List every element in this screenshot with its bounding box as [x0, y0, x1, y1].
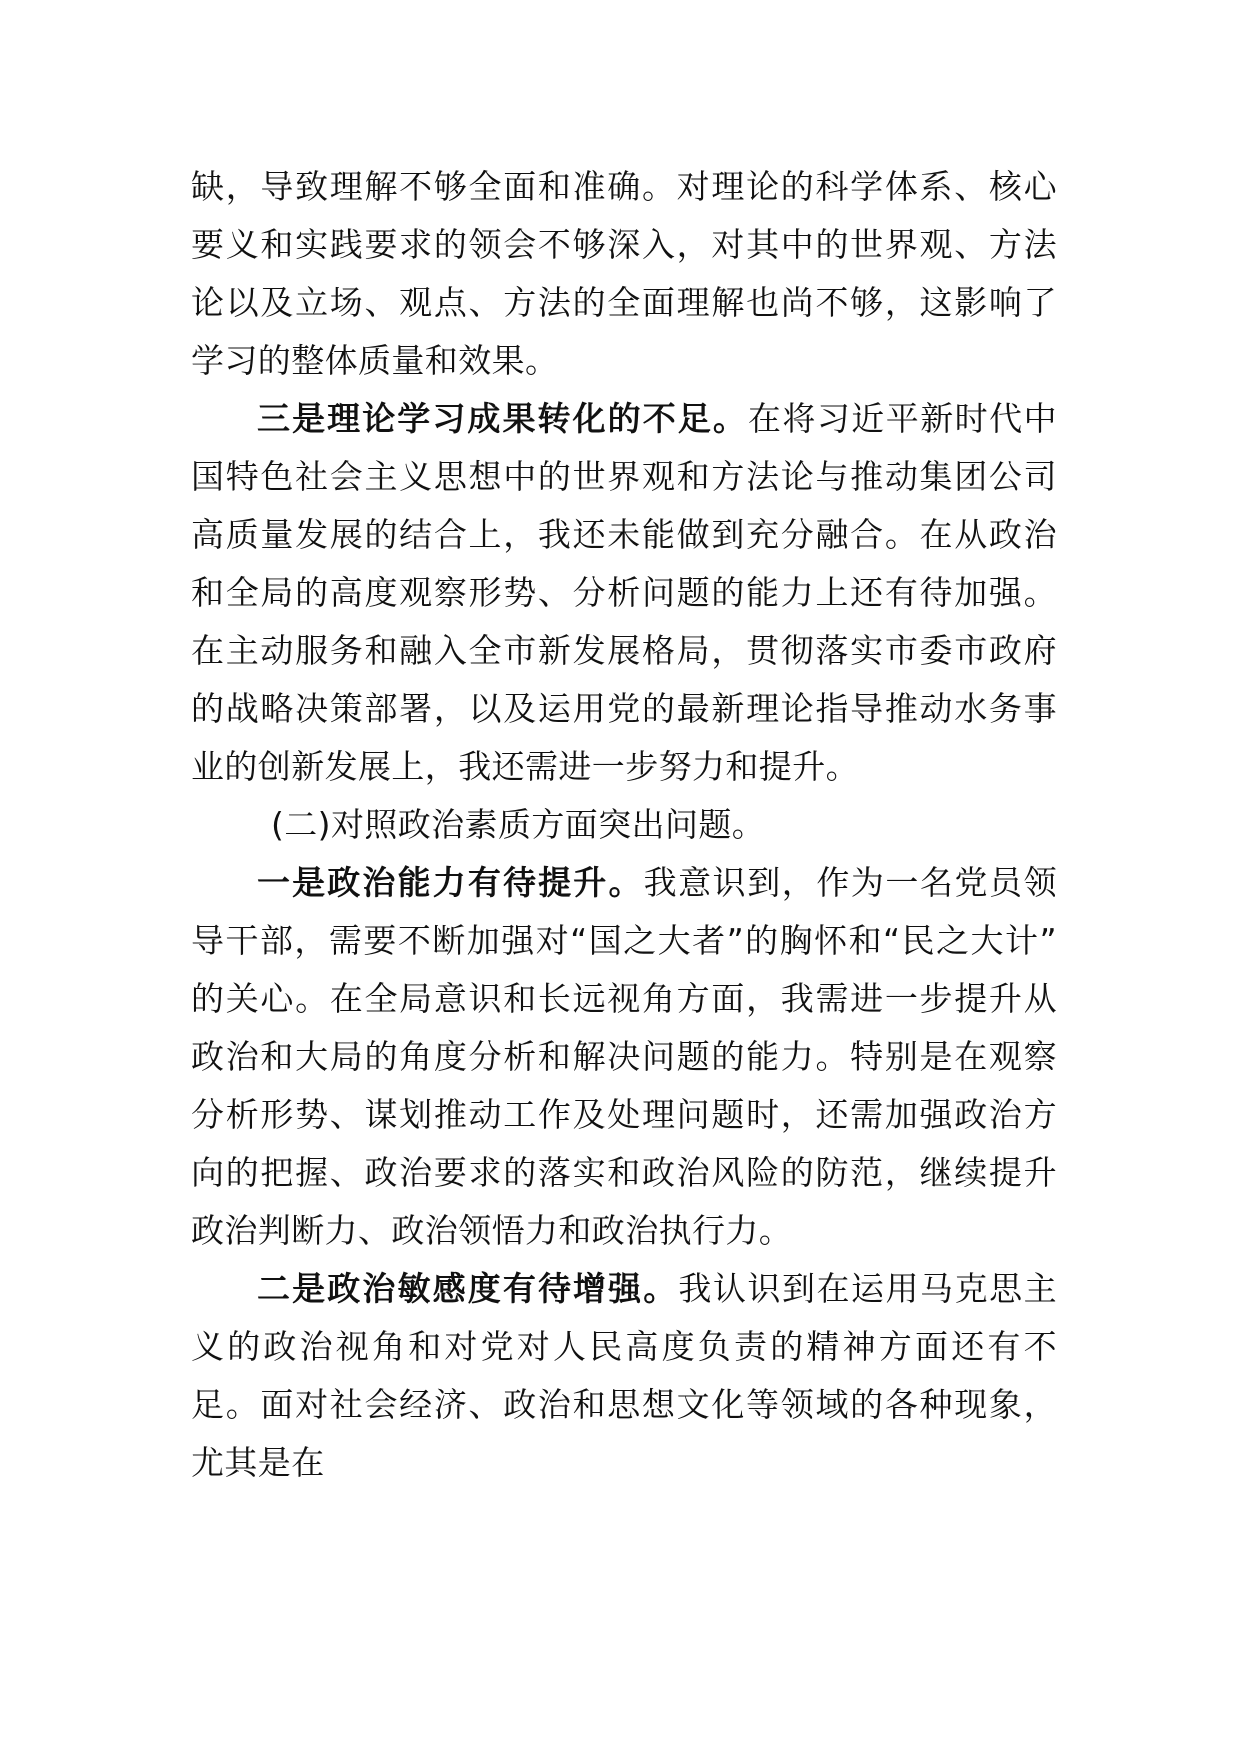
paragraph-lead: 三是理论学习成果转化的不足。	[257, 399, 748, 438]
subheading-text: (二)对照政治素质方面突出问题。	[271, 805, 766, 844]
paragraph-text: 在将习近平新时代中国特色社会主义思想中的世界观和方法论与推动集团公司高质量发展的结合上，我还未能做到充分融合。在从政治和全局的高度观察形势、分析问题的能力上还有待加强。在主动服务和融入全市新发展格局，贯彻落实市委市政府的战略决策部署，以及运用党的最新理论指导推动水务事业的创新发展上，我还需进一步努力和提升。	[191, 399, 1057, 786]
paragraph-text: 我认识到在运用马克思主义的政治视角和对党对人民高度负责的精神方面还有不足。面对社会经济、政治和思想文化等领域的各种现象，尤其是在	[191, 1269, 1058, 1482]
paragraph-text: 缺，导致理解不够全面和准确。对理论的科学体系、核心要义和实践要求的领会不够深入，对其中的世界观、方法论以及立场、观点、方法的全面理解也尚不够，这影响了学习的整体质量和效果。	[191, 167, 1057, 380]
paragraph-text: 我意识到，作为一名党员领导干部，需要不断加强对“国之大者”的胸怀和“民之大计” 的关心。在全局意识和长远视角方面，我需进一步提升从政治和大局的角度分析和解决问题的能力。特别是在观察分析形势、谋划推动工作及处理问题时，还需加强政治方向的把握、政治要求的落实和政治风险的防范，继续提升政治判断力、政治领悟力和政治执行力。	[191, 863, 1057, 1250]
section-subheading	[191, 796, 1057, 854]
paragraph-political-sensitivity	[191, 1260, 1057, 1492]
paragraph-lead: 一是政治能力有待提升。	[257, 863, 644, 902]
paragraph-continuation	[191, 158, 1057, 390]
paragraph-theory-transformation	[191, 390, 1057, 796]
paragraph-lead: 二是政治敏感度有待增强。	[257, 1269, 679, 1308]
paragraph-political-ability	[191, 854, 1057, 1260]
document-body	[191, 158, 1057, 1492]
